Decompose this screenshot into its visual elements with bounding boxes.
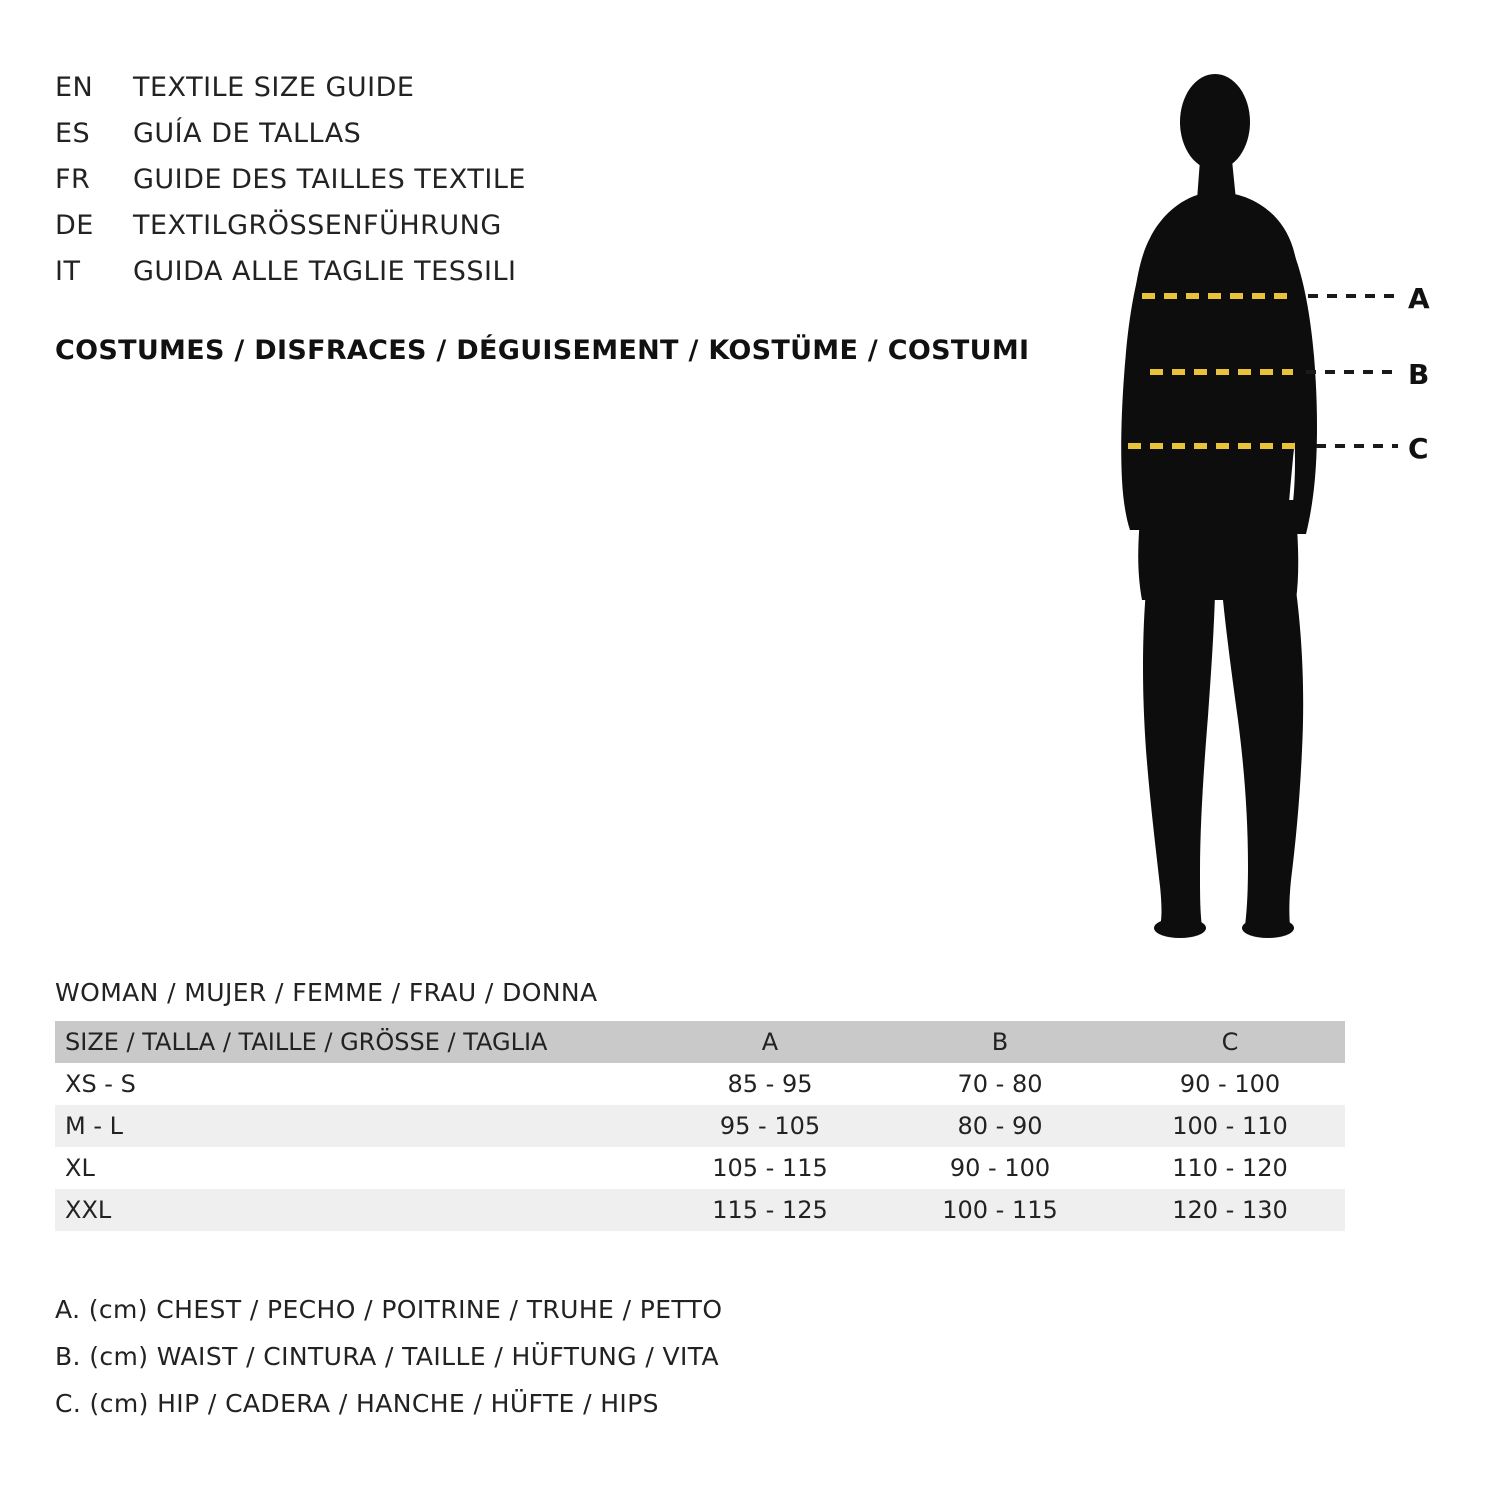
table-row [55, 1147, 1345, 1189]
table-cell-size: XXL [65, 1196, 112, 1224]
measure-label-a: A [1408, 282, 1430, 315]
table-header-b: B [991, 1028, 1009, 1056]
language-code-en: EN [55, 72, 94, 103]
table-cell-b: 100 - 115 [942, 1196, 1058, 1224]
table-cell-b: 80 - 90 [957, 1112, 1043, 1140]
language-row-fr [55, 164, 1035, 210]
language-code-de: DE [55, 210, 94, 241]
table-cell-size: M - L [65, 1112, 123, 1140]
measurement-legend [55, 1295, 722, 1436]
language-list [55, 72, 1035, 302]
size-table [55, 1021, 1345, 1231]
legend-line-c: C. (cm) HIP / CADERA / HANCHE / HÜFTE / HIPS [55, 1389, 659, 1418]
language-text-fr: GUIDE DES TAILLES TEXTILE [133, 164, 526, 195]
language-text-it: GUIDA ALLE TAGLIE TESSILI [133, 256, 517, 287]
table-cell-a: 85 - 95 [727, 1070, 813, 1098]
table-cell-a: 115 - 125 [712, 1196, 828, 1224]
table-cell-size: XL [65, 1154, 95, 1182]
table-row [55, 1105, 1345, 1147]
language-text-de: TEXTILGRÖSSENFÜHRUNG [133, 210, 502, 241]
table-cell-c: 90 - 100 [1179, 1070, 1281, 1098]
table-cell-c: 100 - 110 [1172, 1112, 1288, 1140]
language-code-fr: FR [55, 164, 91, 195]
language-text-es: GUÍA DE TALLAS [133, 118, 362, 149]
female-silhouette-figure [1050, 60, 1470, 940]
table-header-c: C [1221, 1028, 1239, 1056]
table-cell-a: 95 - 105 [719, 1112, 821, 1140]
language-row-it [55, 256, 1035, 302]
language-row-en [55, 72, 1035, 118]
size-table-section [55, 978, 1445, 1231]
table-cell-a: 105 - 115 [712, 1154, 828, 1182]
legend-line-a: A. (cm) CHEST / PECHO / POITRINE / TRUHE / PETTO [55, 1295, 723, 1324]
language-code-es: ES [55, 118, 91, 149]
language-row-es [55, 118, 1035, 164]
silhouette-body-icon [1121, 74, 1317, 938]
table-header-a: A [761, 1028, 779, 1056]
language-code-it: IT [55, 256, 81, 287]
table-cell-b: 70 - 80 [957, 1070, 1043, 1098]
silhouette-svg [1050, 60, 1470, 940]
measure-label-b: B [1408, 358, 1430, 391]
legend-line-b: B. (cm) WAIST / CINTURA / TAILLE / HÜFTUNG / VITA [55, 1342, 720, 1371]
table-cell-c: 110 - 120 [1172, 1154, 1288, 1182]
table-caption: WOMAN / MUJER / FEMME / FRAU / DONNA [55, 978, 598, 1007]
table-header-size: SIZE / TALLA / TAILLE / GRÖSSE / TAGLIA [65, 1028, 548, 1056]
table-row [55, 1189, 1345, 1231]
costumes-subtitle: COSTUMES / DISFRACES / DÉGUISEMENT / KOSTÜME / COSTUMI [55, 335, 1030, 366]
measure-label-c: C [1408, 432, 1429, 465]
table-cell-c: 120 - 130 [1172, 1196, 1288, 1224]
language-row-de [55, 210, 1035, 256]
table-cell-size: XS - S [65, 1070, 136, 1098]
table-header-row [55, 1021, 1345, 1063]
language-text-en: TEXTILE SIZE GUIDE [133, 72, 415, 103]
table-cell-b: 90 - 100 [949, 1154, 1051, 1182]
table-row [55, 1063, 1345, 1105]
